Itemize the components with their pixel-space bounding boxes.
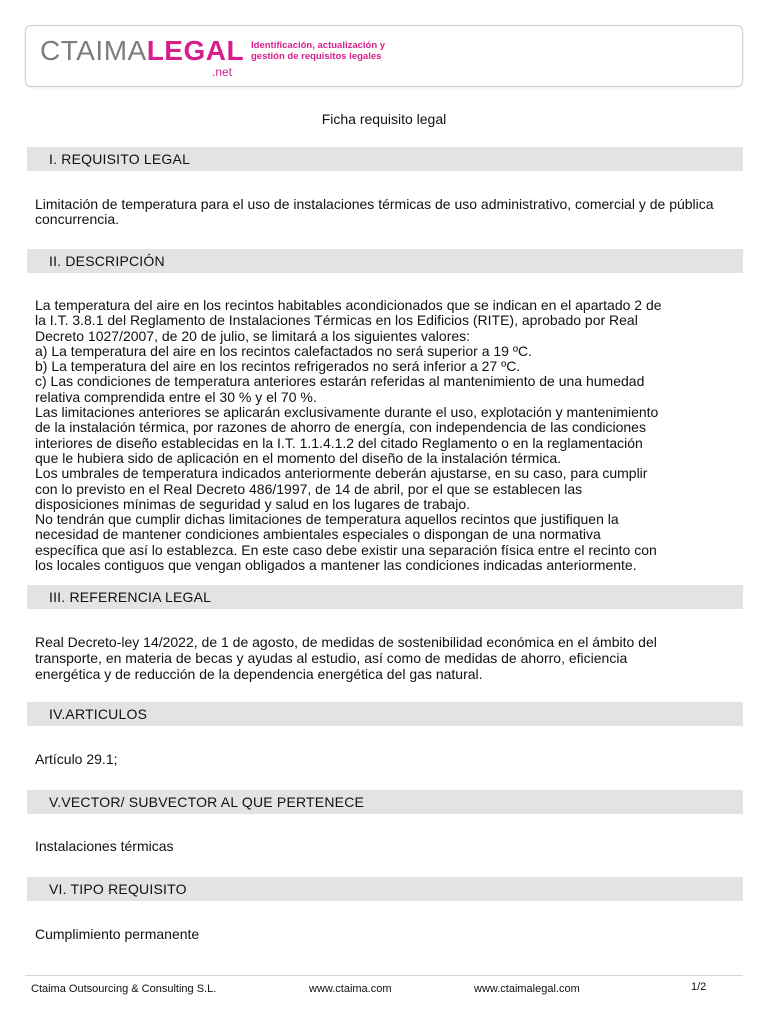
section-header-articulos	[27, 702, 743, 726]
section-header-tipo	[27, 877, 743, 901]
footer-link-ctaima[interactable]: www.ctaima.com	[309, 983, 392, 995]
descripcion-text	[35, 298, 745, 573]
referencia-text	[35, 634, 745, 682]
section-heading-tipo: VI. TIPO REQUISITO	[49, 881, 187, 897]
vector-text: Instalaciones térmicas	[35, 838, 174, 854]
referencia-line: energética y de reducción de la dependencia energética del gas natural.	[35, 666, 483, 682]
descripcion-line: la I.T. 3.8.1 del Reglamento de Instalaciones Térmicas en los Edificios (RITE), aprobado por Real	[35, 312, 638, 329]
section-header-referencia	[27, 585, 743, 609]
descripcion-line: b) La temperatura del aire en los recintos refrigerados no será inferior a 27 ºC.	[35, 358, 521, 375]
section-header-descripcion	[27, 249, 743, 273]
descripcion-line: Las limitaciones anteriores se aplicarán exclusivamente durante el uso, explotación y mantenimiento	[35, 404, 659, 421]
referencia-line: transporte, en materia de becas y ayudas al estudio, así como de medidas de ahorro, eficiencia	[35, 650, 628, 666]
descripcion-line: necesidad de mantener condiciones ambientales especiales o dispongan de una normativa	[35, 526, 601, 543]
referencia-line: Real Decreto-ley 14/2022, de 1 de agosto, de medidas de sostenibilidad económica en el ámbito del	[35, 634, 657, 650]
header-logo-box	[25, 25, 743, 87]
footer-divider	[25, 975, 743, 976]
section-heading-referencia: III. REFERENCIA LEGAL	[49, 589, 212, 605]
footer-link-ctaimalegal[interactable]: www.ctaimalegal.com	[474, 983, 580, 995]
tipo-text: Cumplimiento permanente	[35, 926, 200, 942]
section-heading-requisito: I. REQUISITO LEGAL	[49, 151, 191, 167]
section-heading-articulos: IV.ARTICULOS	[49, 706, 148, 722]
document-title: Ficha requisito legal	[321, 111, 447, 127]
descripcion-line: Los umbrales de temperatura indicados anteriormente deberán ajustarse, en su caso, para cumplir	[35, 465, 648, 482]
section-heading-descripcion: II. DESCRIPCIÓN	[49, 253, 165, 269]
descripcion-line: disposiciones mínimas de seguridad y salud en los lugares de trabajo.	[35, 495, 471, 512]
descripcion-line: Decreto 1027/2007, de 20 de julio, se limitará a los siguientes valores:	[35, 327, 471, 344]
descripcion-line: que le hubiera sido de aplicación en el momento del diseño de la instalación térmica.	[35, 449, 562, 466]
logo-ctaima-text: CTAIMA	[40, 35, 147, 66]
descripcion-line: interiores de diseño establecidas en la I.T. 1.1.4.1.2 del citado Reglamento o en la reglamentación	[35, 434, 643, 451]
tagline-line-2: gestión de requisitos legales	[251, 51, 382, 62]
ctaimalegal-logo	[40, 35, 244, 67]
descripcion-line: con lo previsto en el Real Decreto 486/1997, de 14 de abril, por el que se establecen las	[35, 480, 583, 497]
descripcion-line: La temperatura del aire en los recintos habitables acondicionados que se indican en el apartado 2 de	[35, 297, 662, 313]
descripcion-line: específica que así lo establezca. En este caso debe existir una separación física entre el recinto con	[35, 541, 657, 558]
logo-net-text: .net	[212, 65, 233, 79]
logo-legal-text: LEGAL	[146, 35, 245, 66]
section-heading-vector: V.VECTOR/ SUBVECTOR AL QUE PERTENECE	[49, 794, 365, 810]
articulos-text: Artículo 29.1;	[35, 751, 118, 767]
requisito-text: Limitación de temperatura para el uso de instalaciones térmicas de uso administrativo, comercial y de pública concurrencia.	[35, 196, 714, 228]
tagline-line-1: Identificación, actualización y	[251, 40, 386, 51]
page-number: 1/2	[691, 981, 707, 993]
descripcion-line: No tendrán que cumplir dichas limitaciones de temperatura aquellos recintos que justifiquen la	[35, 511, 619, 528]
descripcion-line: c) Las condiciones de temperatura anteriores estarán referidas al mantenimiento de una humedad	[35, 373, 645, 390]
descripcion-line: de la instalación térmica, por razones de ahorro de energía, con independencia de las condiciones	[35, 419, 646, 436]
logo-tagline	[251, 40, 431, 62]
descripcion-line: a) La temperatura del aire en los recintos calefactados no será superior a 19 ºC.	[35, 342, 532, 359]
section-header-vector	[27, 790, 743, 814]
descripcion-line: los locales contiguos que vengan obligados a mantener las condiciones indicadas anteriormente.	[35, 557, 637, 574]
descripcion-line: relativa comprendida entre el 30 % y el 70 %.	[35, 388, 317, 405]
section-header-requisito	[27, 147, 743, 171]
footer-company: Ctaima Outsourcing & Consulting S.L.	[31, 983, 217, 995]
